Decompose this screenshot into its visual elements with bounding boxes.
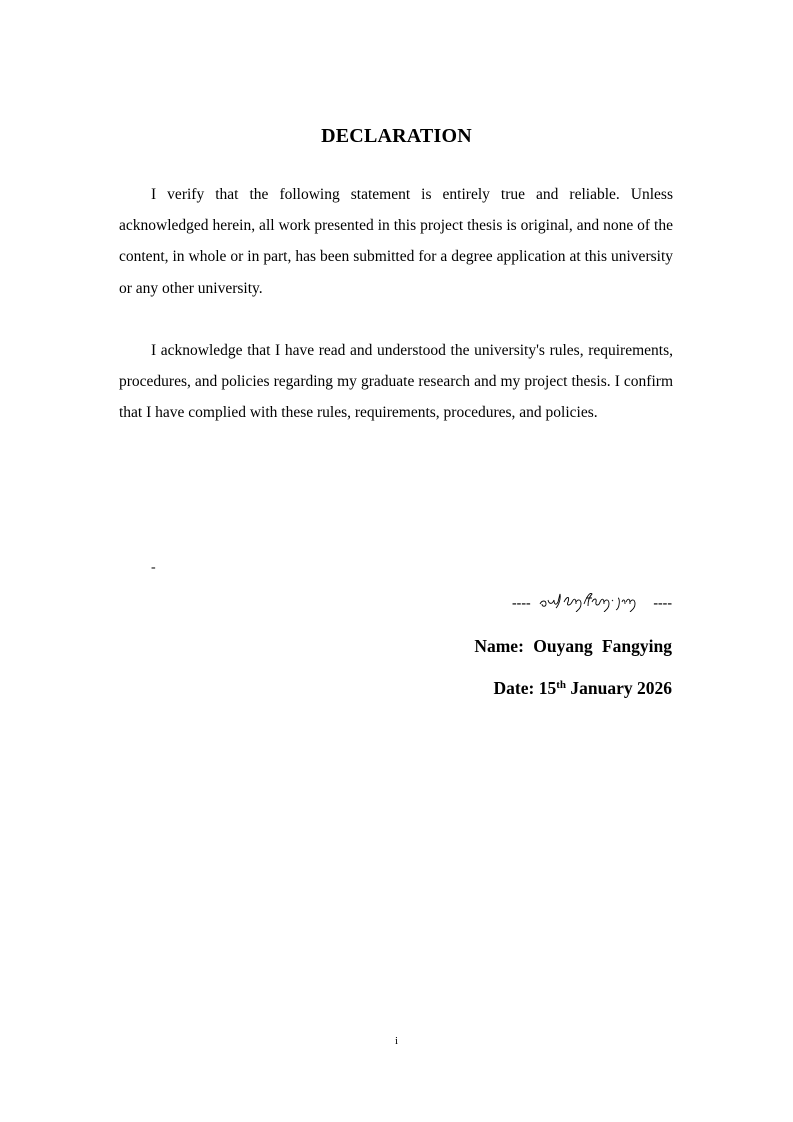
signature-line xyxy=(512,586,672,616)
date-ordinal-suffix: th xyxy=(556,679,567,691)
paragraph-verification xyxy=(119,179,673,304)
paragraph-verification-text: I verify that the following statement is entirely true and reliable. Unless acknowledged herein, all work presented in this project thesis is original, and none of the content, in whole or in part, has been submitted for a degree application at this university or any other university. xyxy=(119,186,673,297)
date-prefix: Date: 15 xyxy=(493,678,557,698)
page-number: i xyxy=(394,1035,399,1047)
signature-rule-left: ---- xyxy=(512,596,531,611)
date-suffix: January 2026 xyxy=(566,678,672,698)
handwritten-signature xyxy=(538,588,642,612)
signature-rule-right: ---- xyxy=(653,596,672,611)
stray-dash: - xyxy=(151,560,156,575)
paragraph-acknowledgement-text: I acknowledge that I have read and understood the university's rules, requirements, procedures, and policies regarding my graduate research and my project thesis. I confirm that I have complied with these rules, requirements, procedures, and policies. xyxy=(119,342,673,422)
declaration-date xyxy=(494,678,672,699)
page-title: DECLARATION xyxy=(321,125,472,147)
paragraph-acknowledgement xyxy=(119,335,673,429)
signatory-name: Name: Ouyang Fangying xyxy=(474,636,672,656)
